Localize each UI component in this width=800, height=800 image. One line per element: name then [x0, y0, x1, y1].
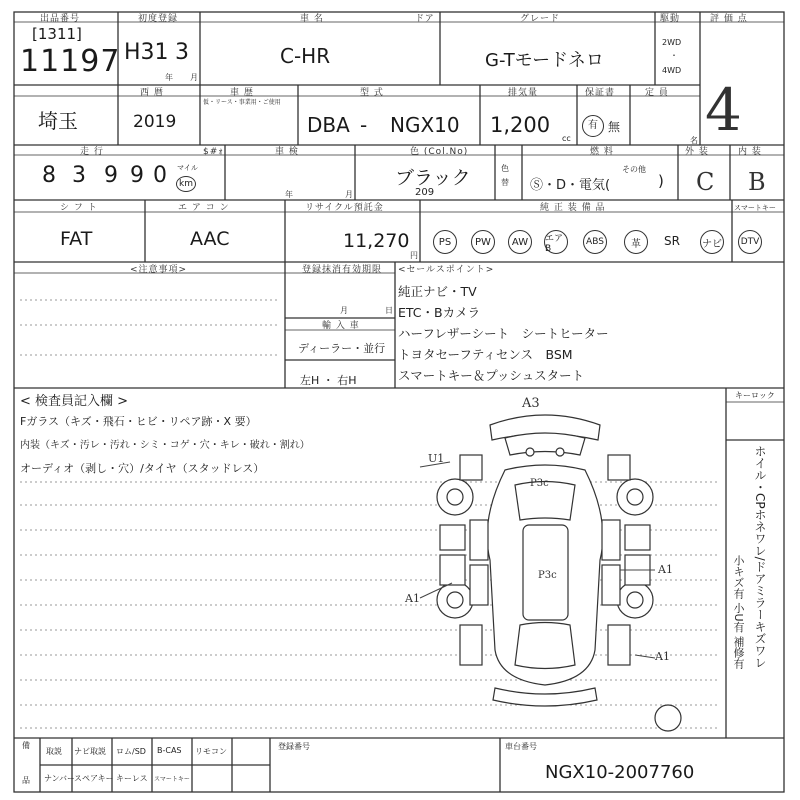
chassis-number: NGX10-2007760 — [545, 762, 695, 783]
interior-grade: B — [748, 168, 766, 196]
aircon: AAC — [190, 228, 230, 250]
history-label: 車 歴 — [230, 88, 254, 98]
sales-point: スマートキー＆プッシュスタート — [398, 368, 585, 383]
model-code: NGX10 — [390, 113, 460, 137]
fuel-other: その他 — [622, 165, 646, 174]
history-sub: 仮・リース・事業用・ご使用 — [203, 99, 281, 106]
door-label: ドア — [415, 14, 435, 24]
reg-era: H31 — [124, 40, 169, 65]
equip-aw: AW — [508, 230, 532, 254]
side-note-repair: 小キズ有 小U有 補修有 — [732, 555, 745, 670]
cc-unit: cc — [562, 134, 571, 143]
prefecture: 埼玉 — [38, 109, 78, 133]
score-label: 評 価 点 — [710, 14, 748, 24]
grade: G-Tモードネロ — [485, 50, 604, 71]
model-label: 型 式 — [360, 88, 384, 98]
inspection-year: 年 — [285, 190, 293, 199]
warranty-yes: 有 — [582, 115, 604, 137]
color-no: 209 — [415, 187, 435, 198]
mark-a1-left: A1 — [405, 592, 420, 605]
recycle-unit: 円 — [410, 251, 418, 260]
handle-side: 左H ・ 右H — [300, 374, 357, 387]
footer-equip: スペアキー — [74, 774, 114, 783]
mileage-digit: 9 — [104, 163, 118, 188]
footer-equip: B-CAS — [157, 746, 182, 755]
reg-label: 初度登録 — [138, 14, 179, 24]
equip-navi: ナビ — [700, 230, 724, 254]
mark-a1-bottom: A1 — [655, 650, 670, 663]
recycle-fee: 11,270 — [343, 230, 410, 252]
sales-point: 純正ナビ・TV — [398, 284, 477, 299]
west-year-label: 西 暦 — [140, 88, 164, 98]
inspector-line-glass: Fガラス（キズ・飛石・ヒビ・リペア跡・X 要） — [20, 415, 257, 428]
equip-pw: PW — [471, 230, 495, 254]
sales-point: ETC・Bカメラ — [398, 305, 481, 320]
inspector-line-interior: 内装（キズ・汚レ・汚れ・シミ・コゲ・穴・キレ・破れ・割れ） — [20, 440, 310, 451]
fuel-close: ) — [658, 172, 664, 190]
capacity-label: 定 員 — [645, 88, 669, 98]
reg-month: 3 — [175, 40, 189, 65]
lot-venue: [1311] — [32, 25, 82, 43]
keylock-label: キーロック — [735, 391, 775, 400]
exterior-label: 外 装 — [685, 147, 709, 157]
year-mark: 年 — [165, 73, 173, 82]
mileage-digit: 3 — [72, 163, 86, 188]
year: 2019 — [133, 112, 177, 132]
footer-side-label: 品 — [22, 776, 30, 785]
lot-no-label: 出品番号 — [40, 14, 81, 24]
side-note-wheel: ホイル・CPホネワレ/ドアミラーキズワレ — [753, 445, 767, 669]
expiry-label: 登録抹消有効期限 — [302, 265, 383, 275]
mark-p3-front: P3c — [530, 478, 549, 489]
shift-label: シ フ ト — [60, 203, 98, 213]
aircon-label: エ ア コ ン — [178, 203, 230, 213]
footer-equip: ナンバー — [44, 774, 76, 783]
reg-number-label: 登録番号 — [278, 742, 310, 751]
smartkey-label: スマートキー — [734, 204, 776, 212]
footer-equip: リモコン — [195, 747, 227, 756]
mileage-mile: マイル — [177, 164, 198, 172]
drive-2wd: 2WD — [662, 38, 682, 47]
interior-label: 内 装 — [738, 147, 762, 157]
model-prefix: DBA — [307, 113, 350, 137]
displacement-label: 排気量 — [508, 88, 539, 98]
mileage-digit: 8 — [42, 163, 56, 188]
recycle-label: リサイクル預託金 — [305, 203, 384, 213]
mark-a1-right: A1 — [658, 563, 673, 576]
mileage-digit: 9 — [130, 163, 144, 188]
footer-side-label: 備 — [22, 741, 30, 750]
car-name-label: 車 名 — [300, 14, 324, 24]
drive-dot: ・ — [670, 51, 678, 60]
inspector-line-audio: オーディオ（剥し・穴）/タイヤ（スタッドレス） — [20, 462, 265, 475]
inspection-label: 車 検 — [275, 147, 299, 157]
equip-abs: ABS — [583, 230, 607, 254]
equip-sunroof: SR — [664, 234, 680, 248]
sales-point: トヨタセーフティセンス BSM — [398, 347, 573, 362]
fuel-label: 燃 料 — [590, 147, 614, 157]
caution-label: <注意事項> — [130, 265, 188, 275]
mark-u1: U1 — [428, 452, 445, 465]
mark-a3: A3 — [522, 396, 540, 411]
displacement: 1,200 — [490, 113, 551, 137]
footer-equip: ナビ取説 — [74, 747, 106, 756]
inspection-month: 月 — [345, 190, 353, 199]
footer-equip: ロム/SD — [116, 747, 146, 756]
expiry-month: 月 — [340, 306, 348, 315]
expiry-day: 日 — [385, 306, 393, 315]
footer-equip: 取説 — [46, 747, 62, 756]
sales-label: <セールスポイント> — [398, 265, 495, 275]
usage-label: $#ｫ — [203, 147, 224, 157]
equipment-label: 純 正 装 備 品 — [540, 203, 606, 213]
equip-ps: PS — [433, 230, 457, 254]
capacity-unit: 名 — [690, 136, 698, 145]
warranty-label: 保証書 — [585, 88, 616, 98]
mileage-label: 走 行 — [80, 147, 104, 157]
exterior-grade: C — [696, 168, 715, 196]
footer-equip: スマートキー — [154, 776, 190, 783]
sales-point: ハーフレザーシート シートヒーター — [398, 326, 609, 341]
footer-equip: キーレス — [116, 774, 148, 783]
grade-label: グレード — [520, 14, 561, 24]
equip-airbag: エアB — [544, 230, 568, 254]
lot-number: 11197 — [20, 44, 121, 79]
inspector-title: < 検査員記入欄 > — [20, 394, 129, 409]
drive-4wd: 4WD — [662, 66, 682, 75]
month-mark: 月 — [190, 73, 198, 82]
model-dash: - — [360, 113, 368, 137]
drive-label: 駆動 — [660, 14, 681, 24]
chassis-label: 車台番号 — [505, 742, 537, 751]
warranty-no: 無 — [608, 120, 621, 134]
mileage-digit: 0 — [153, 163, 167, 188]
equip-dtv: DTV — [738, 230, 762, 254]
color: ブラック — [395, 167, 471, 189]
import-label: 輸 入 車 — [322, 321, 360, 331]
score: 4 — [705, 76, 742, 144]
mark-p3-roof: P3c — [538, 570, 557, 581]
mileage-km: km — [176, 176, 196, 192]
fuel-options: Ⓢ・D・電気( — [530, 178, 611, 193]
color-label: 色 (Col.No) — [410, 147, 469, 157]
color-change: 色 替 — [501, 164, 509, 187]
equip-leather: 革 — [624, 230, 648, 254]
dealer-parallel: ディーラー・並行 — [298, 342, 386, 355]
car-name: C-HR — [280, 44, 331, 68]
shift: FAT — [60, 228, 93, 250]
car-diagram — [437, 415, 681, 731]
